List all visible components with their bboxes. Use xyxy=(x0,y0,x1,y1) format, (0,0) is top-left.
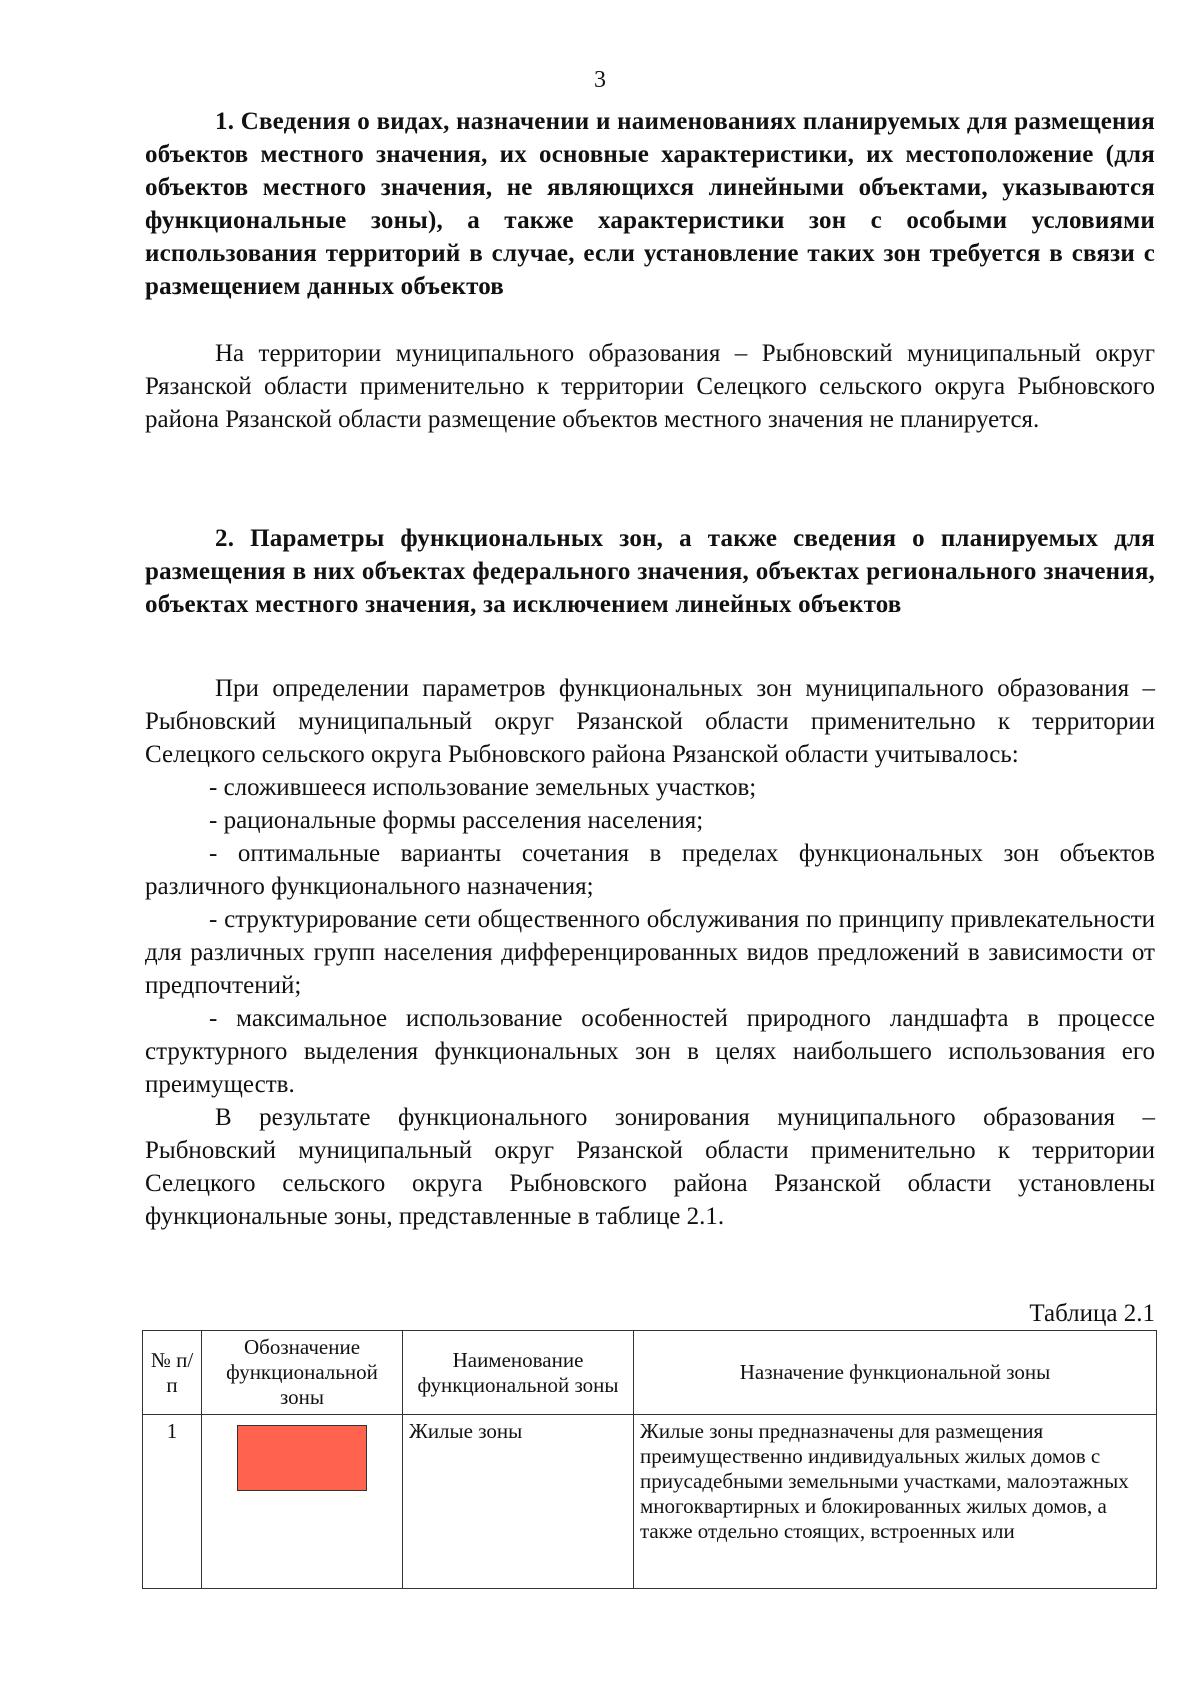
row-name: Жилые зоны xyxy=(403,1415,634,1589)
section-1-text: На территории муниципального образования – Рыбновский муниципальный округ Рязанской области применительно к территории Селецкого сельского округа Рыбновского района Рязанской области размещение объектов местного значения не планируется. xyxy=(145,340,1155,433)
header-num: № п/п xyxy=(143,1331,202,1415)
list-item: - сложившееся использование земельных участков; xyxy=(209,774,757,801)
row-num: 1 xyxy=(143,1415,202,1589)
section-2-intro: При определении параметров функциональных зон муниципального образования – Рыбновский муниципальный округ Рязанской области применительно к территории Селецкого сельского округа Рыбновского района Рязанской области учитывалось: xyxy=(145,675,1155,768)
header-purpose: Назначение функциональной зоны xyxy=(634,1331,1157,1415)
row-purpose: Жилые зоны предназначены для размещения преимущественно индивидуальных жилых домов с приусадебными земельными участками, малоэтажных многоквартирных и блокированных жилых домов, а также отдельно стоящих, встроенных или xyxy=(634,1415,1157,1589)
row-designation xyxy=(202,1415,403,1589)
list-item: - структурирование сети общественного обслуживания по принципу привлекательности для различных групп населения дифференцированных видов предложений в зависимости от предпочтений; xyxy=(145,906,1155,999)
page-number: 3 xyxy=(594,67,606,93)
zones-table xyxy=(142,1330,1157,1589)
section-1 xyxy=(145,105,1155,303)
section-2-heading: 2. Параметры функциональных зон, а также сведения о планируемых для размещения в них объектах федерального значения, объектах регионального значения, объектах местного значения, за исключением линейных объектов xyxy=(145,525,1155,618)
table-caption: Таблица 2.1 xyxy=(1029,1300,1155,1327)
header-designation: Обозначение функциональной зоны xyxy=(202,1331,403,1415)
zone-color-swatch xyxy=(237,1425,367,1491)
section-2 xyxy=(145,522,1155,621)
table-header-row xyxy=(143,1331,1157,1415)
section-1-heading: 1. Сведения о видах, назначении и наименованиях планируемых для размещения объектов местного значения, их основные характеристики, их местоположение (для объектов местного значения, не являющихся линейными объектами, указываются функциональные зоны), а также характеристики зон с особыми условиями использования территорий в случае, если установление таких зон требуется в связи с размещением данных объектов xyxy=(145,108,1155,300)
list-item: - рациональные формы расселения населения; xyxy=(209,807,704,834)
table-row xyxy=(143,1415,1157,1589)
section-2-result: В результате функционального зонирования муниципального образования – Рыбновский муниципальный округ Рязанской области применительно к территории Селецкого сельского округа Рыбновского района Рязанской области установлены функциональные зоны, представленные в таблице 2.1. xyxy=(145,1104,1155,1230)
section-1-body xyxy=(145,337,1155,436)
section-2-body xyxy=(145,672,1155,1233)
list-item: - максимальное использование особенностей природного ландшафта в процессе структурного выделения функциональных зон в целях наибольшего использования его преимуществ. xyxy=(145,1005,1155,1098)
list-item: - оптимальные варианты сочетания в пределах функциональных зон объектов различного функционального назначения; xyxy=(145,840,1155,900)
header-name: Наименование функциональной зоны xyxy=(403,1331,634,1415)
